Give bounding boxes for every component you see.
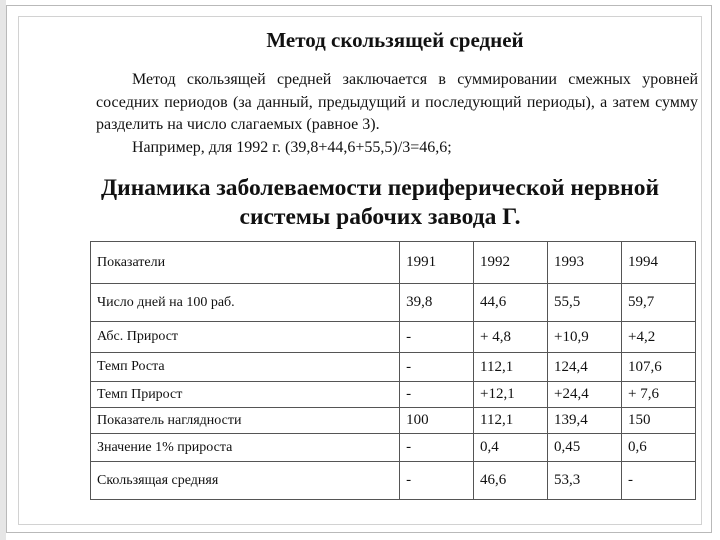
table-cell: 100 [400,408,474,434]
table-cell: 39,8 [400,284,474,322]
table-row [91,284,696,322]
table-cell: +24,4 [548,382,622,408]
table-header-row [91,242,696,284]
table-row [91,434,696,462]
table-header-cell: 1991 [400,242,474,284]
table-header-cell: 1992 [474,242,548,284]
table-cell: - [400,353,474,382]
table-row [91,382,696,408]
table-cell: 0,6 [621,434,695,462]
table-header-cell: 1994 [621,242,695,284]
table-cell: +10,9 [548,322,622,353]
table-cell: Темп Прирост [91,382,400,408]
table-cell: 46,6 [474,462,548,500]
method-description [96,69,698,159]
table-cell: 112,1 [474,353,548,382]
table-cell: 53,3 [548,462,622,500]
table-header-cell: Показатели [91,242,400,284]
table-cell: 112,1 [474,408,548,434]
table-cell: +4,2 [621,322,695,353]
table-cell: 0,4 [474,434,548,462]
table-cell: Абс. Прирост [91,322,400,353]
table-cell: 139,4 [548,408,622,434]
table-cell: - [400,462,474,500]
table-cell: Скользящая средняя [91,462,400,500]
method-text: Метод скользящей средней заключается в суммировании смежных уровней соседних периодов (за данный, предыдущий и последующий периоды), а затем сумму разделить на число слагаемых (равное 3). [96,71,698,133]
table-cell: Число дней на 100 раб. [91,284,400,322]
table-title: Динамика заболеваемости периферической нервной системы рабочих завода Г. [101,175,659,230]
morbidity-table [90,241,696,500]
method-example: Например, для 1992 г. (39,8+44,6+55,5)/3=46,6; [132,138,452,156]
table-cell: 44,6 [474,284,548,322]
table-cell: + 7,6 [621,382,695,408]
table-row [91,353,696,382]
table-cell: Показатель наглядности [91,408,400,434]
table-header-cell: 1993 [548,242,622,284]
page-title: Метод скользящей средней [266,28,524,52]
table-row [91,322,696,353]
table-cell: Значение 1% прироста [91,434,400,462]
table-cell: - [621,462,695,500]
table-cell: 55,5 [548,284,622,322]
table-cell: 0,45 [548,434,622,462]
table-row [91,408,696,434]
table-cell: - [400,382,474,408]
table-cell: 107,6 [621,353,695,382]
table-cell: - [400,434,474,462]
table-cell: + 4,8 [474,322,548,353]
table-cell: 59,7 [621,284,695,322]
table-cell: Темп Роста [91,353,400,382]
table-cell: 150 [621,408,695,434]
table-cell: 124,4 [548,353,622,382]
table-cell: - [400,322,474,353]
table-row [91,462,696,500]
table-cell: +12,1 [474,382,548,408]
